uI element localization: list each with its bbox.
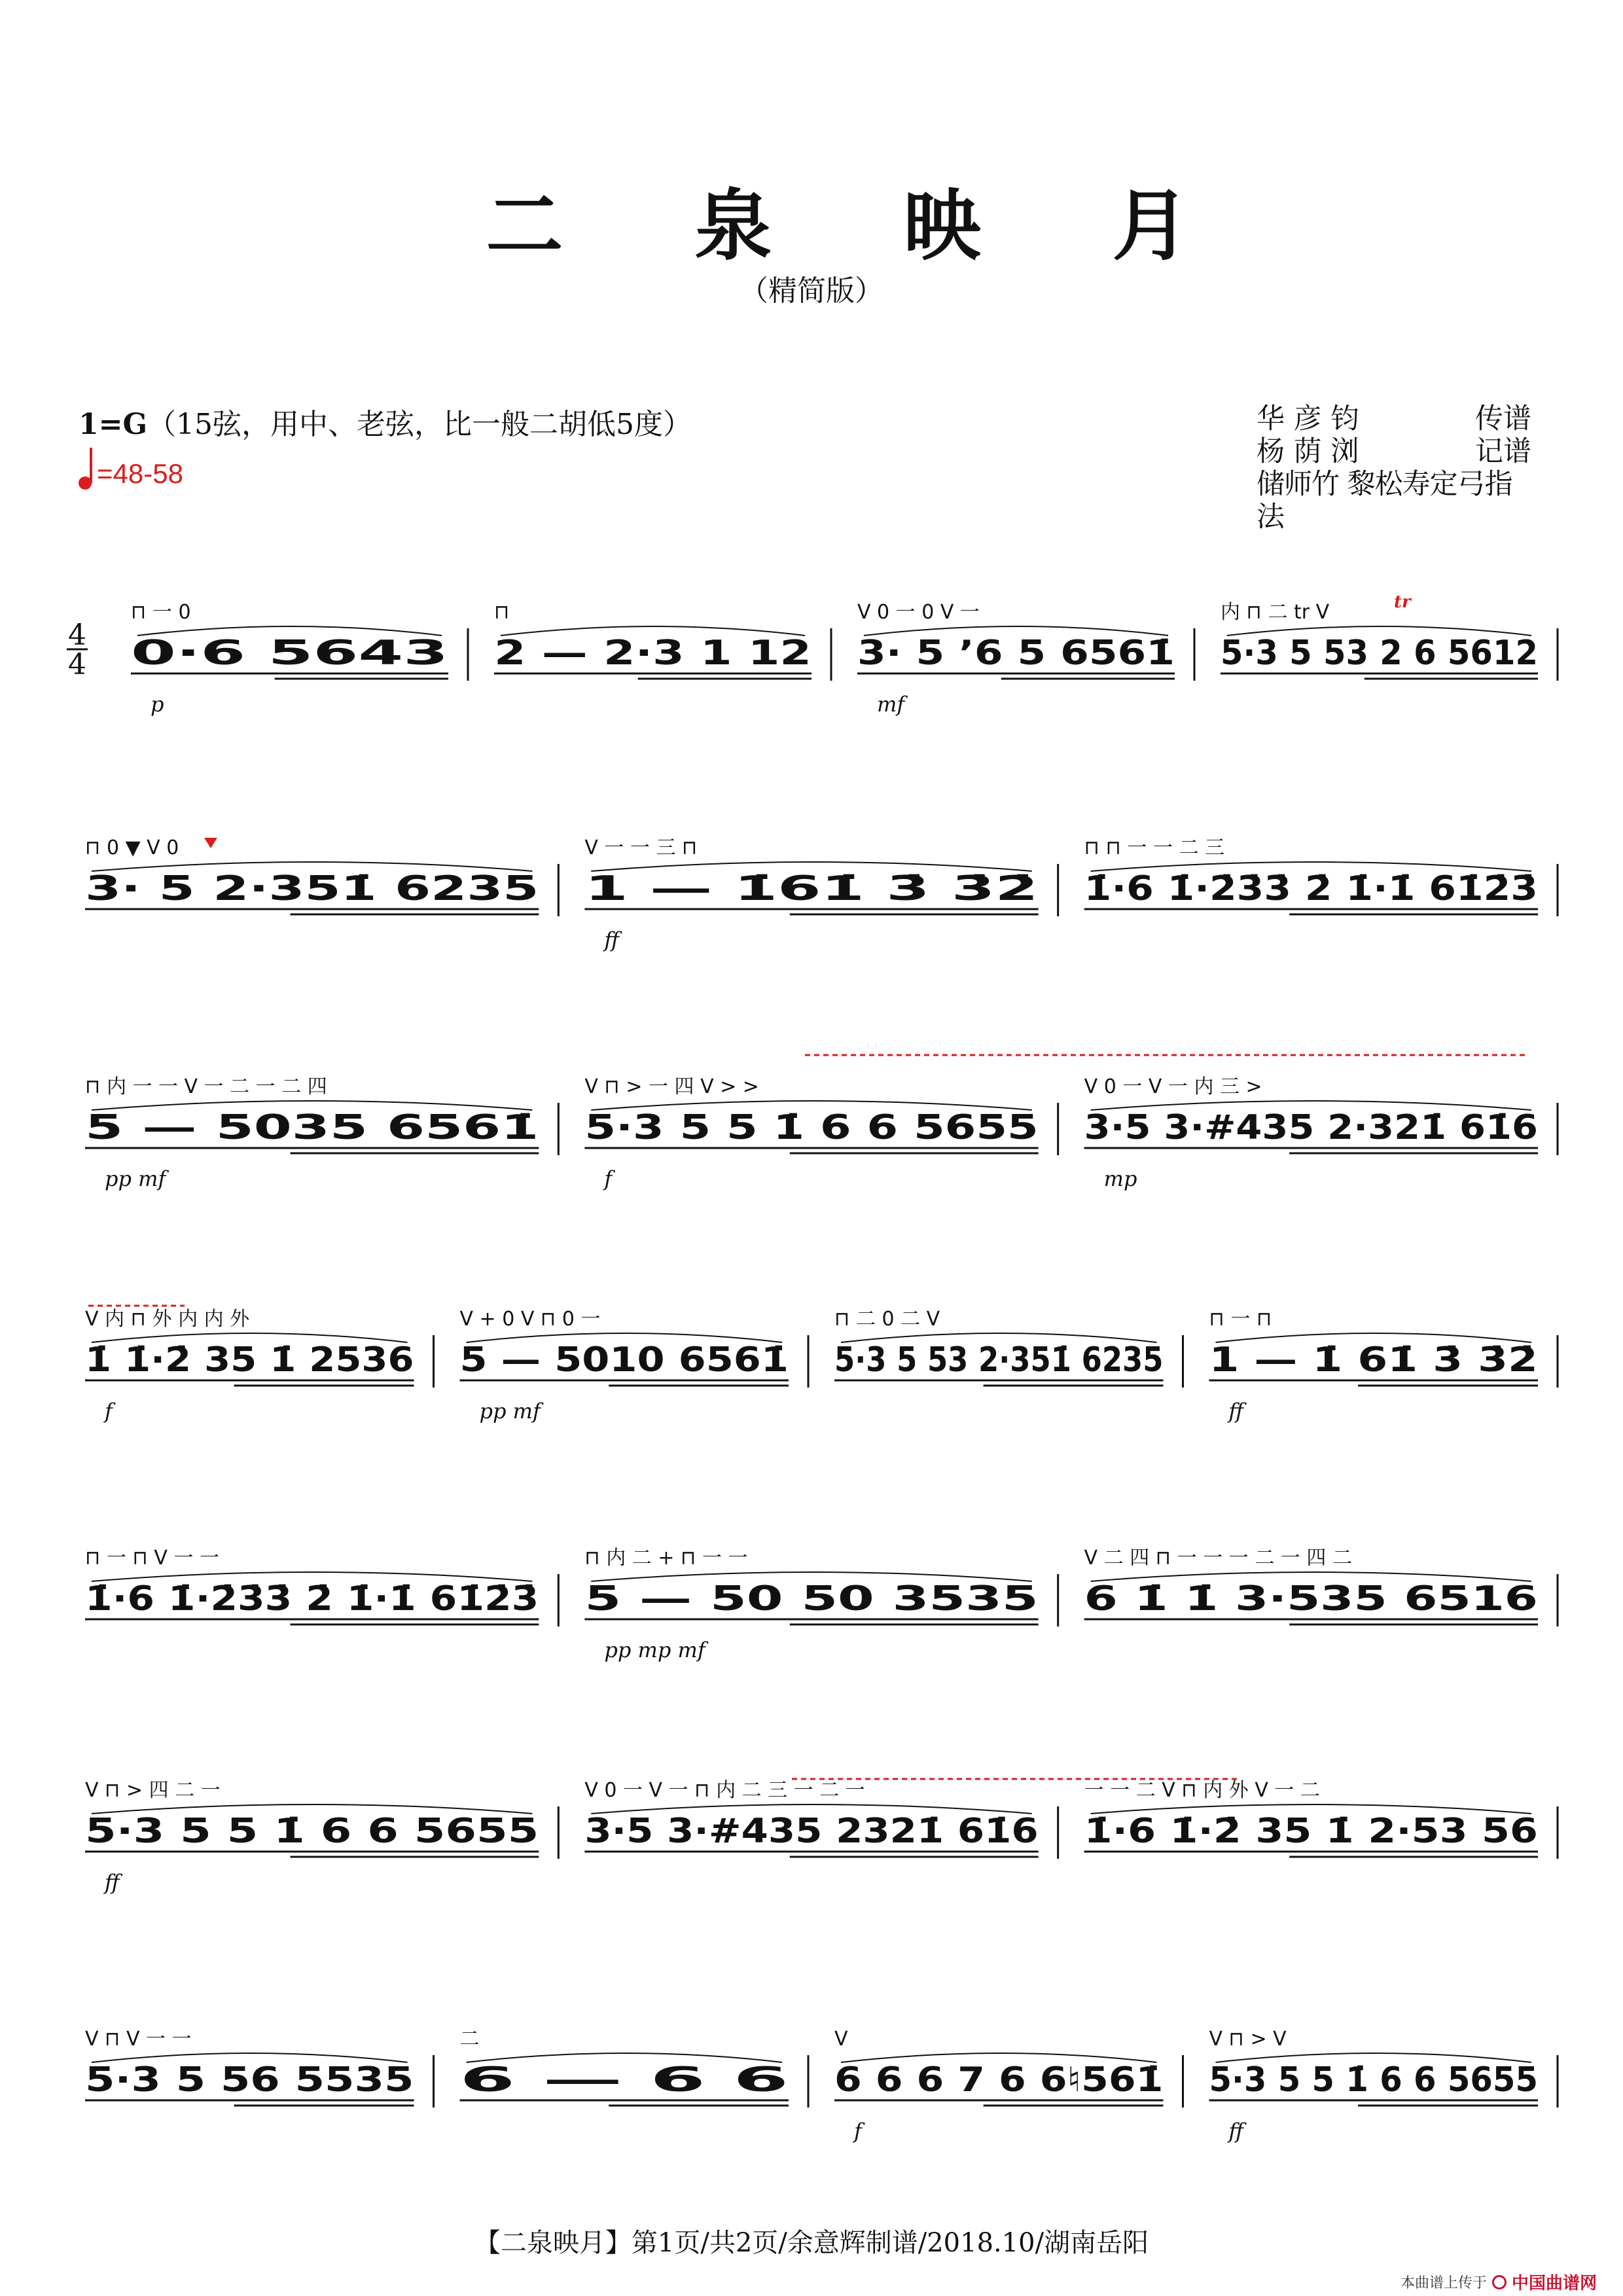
measure-notes: 5·3 5 5 1̇ 6 6 5655 [85, 1812, 539, 1851]
measure-notes: 1̇·6 1̇·2̇3̇3̇ 2̇ 1̇·1̇ 61̇2̇3̇ [85, 1579, 539, 1619]
measure-notes: 2 — 2·3 1 12 [494, 634, 812, 673]
bowing-marks: V ⊓ > V [1209, 2028, 1287, 2051]
page-subtitle: （精简版） [740, 274, 883, 308]
page-title: 二 泉 映 月 [486, 180, 1242, 271]
dynamic-marking: pp mf [479, 1399, 541, 1424]
dynamic-marking: ff [1228, 2119, 1244, 2144]
trill-mark: tr [1394, 592, 1411, 612]
measure-notes: 3·5 3·#435 2·321̇ 61̇6 [1084, 1108, 1538, 1147]
dynamic-marking: ff [105, 1870, 120, 1895]
measure-notes: 5·3 5 53 2·351̇ 6235 [834, 1340, 1164, 1380]
measure-notes: 5·3 5 5 1̇ 6 6 5655 [584, 1108, 1039, 1147]
watermark-site: 中国曲谱网 [1511, 2273, 1597, 2293]
bowing-marks: ⊓ 内 一 一 V 一 二 一 二 四 [85, 1075, 327, 1098]
bowing-marks: ⊓ 一 0 [131, 601, 191, 624]
bowing-marks: ⊓ 一 ⊓ [1209, 1308, 1272, 1331]
dynamic-marking: mp [1103, 1166, 1137, 1191]
watermark-prefix: 本曲谱上传于 [1400, 2274, 1487, 2291]
upload-watermark [1400, 2270, 1597, 2294]
bowing-marks: ⊓ 内 二 + ⊓ 一 一 [584, 1547, 748, 1570]
dynamic-marking: p [151, 692, 164, 717]
measure-notes: 6 6 6 7 6 6♮561̇ [834, 2060, 1164, 2100]
dynamic-marking: f [105, 1399, 113, 1424]
bowing-marks: V + 0 V ⊓ 0 一 [459, 1308, 601, 1331]
measure-notes: 3· 5 ’6 5 6561̇ [857, 634, 1175, 673]
bowing-marks: V 二 四 ⊓ 一 一 一 二 一 四 二 [1084, 1547, 1352, 1570]
bowing-marks: V ⊓ > 一 四 V > > [584, 1075, 759, 1098]
dynamic-marking: pp mf [105, 1166, 166, 1191]
bowing-marks: V 0 一 0 V 一 [857, 601, 980, 624]
key-description: （15弦，用中、老弦，比一般二胡低5度） [147, 408, 692, 441]
measure-notes: 1̇·6 1̇·2̇ 35 1̇ 2·53 56 [1084, 1812, 1538, 1851]
measure-notes: 1 — 1̇61̇ 3̇ 3̇2̇ [584, 869, 1039, 908]
bowing-marks: ⊓ 一 ⊓ V 一 一 [85, 1547, 220, 1570]
bowing-marks: ⊓ 二 0 二 V [834, 1308, 940, 1331]
dynamic-marking: ff [604, 927, 620, 952]
bowing-marks: ⊓ ⊓ 一 一 二 三 [1084, 836, 1225, 859]
measure-notes: 3·5 3·#435 2321̇ 61̇6 [584, 1812, 1039, 1851]
bowing-marks: ⊓ [494, 601, 510, 624]
measure-notes: 1 — 1̇ 61̇ 3̇ 3̇2̇ [1209, 1340, 1538, 1380]
measure-notes: 5 — 5035 6561̇ [85, 1108, 539, 1147]
credit-role: 传谱 [1475, 403, 1531, 435]
credit-name: 储师竹 黎松寿定弓指法 [1257, 468, 1512, 533]
measure-notes: 5·3 5 53 2 6 5612 [1221, 634, 1538, 673]
credit-name: 杨 荫 浏 [1257, 435, 1359, 468]
bowing-marks: V 0 一 V 一 ⊓ 内 二 三 一 二 一 [584, 1779, 865, 1802]
measure-notes: 5·3 5 56 5535 [85, 2060, 414, 2100]
bowing-marks: 一 一 二 V ⊓ 内 外 V 一 二 [1084, 1779, 1320, 1802]
bowing-marks: 二 [459, 2028, 480, 2051]
tempo-text: =48-58 [97, 458, 183, 489]
key-signature: 1=G [79, 408, 148, 441]
measure-notes: 1̇ 1̇·2̇ 35 1̇ 2536 [85, 1340, 414, 1380]
bowing-marks: V 内 ⊓ 外 内 内 外 [85, 1308, 250, 1331]
measure-notes: 0·6 5643 [131, 634, 448, 673]
page-footer: 【二泉映月】第1页/共2页/余意辉制谱/2018.10/湖南岳阳 [474, 2228, 1149, 2258]
dynamic-marking: f [604, 1166, 613, 1191]
dynamic-marking: f [854, 2119, 862, 2144]
dynamic-marking: ff [1228, 1399, 1244, 1424]
dynamic-marking: mf [877, 692, 905, 717]
dynamic-marking: pp mp mf [604, 1638, 705, 1662]
bowing-marks: V ⊓ V 一 一 [85, 2028, 192, 2051]
measure-notes: 6 1̇ 1̇ 3·535 6516 [1084, 1579, 1538, 1619]
measure-notes: 1̇·6 1̇·2̇3̇3̇ 2̇ 1̇·1̇ 61̇2̇3̇ [1084, 869, 1538, 908]
time-signature-top: 4 [68, 619, 86, 652]
site-logo-icon [1492, 2275, 1507, 2289]
bowing-marks: 内 ⊓ 二 tr V [1221, 601, 1330, 624]
credit-role: 记谱 [1475, 435, 1531, 468]
bowing-marks: V ⊓ > 四 二 一 [85, 1779, 221, 1802]
bowing-marks: V [834, 2028, 848, 2051]
red-triangle-mark-icon [204, 838, 217, 848]
measure-notes: 5·3 5 5 1̇ 6 6 5655 [1209, 2060, 1538, 2100]
measure-notes: 5 — 5010 6561̇ [459, 1340, 789, 1380]
measure-notes: 5 — 50 50 3535 [584, 1579, 1039, 1619]
time-signature-bottom: 4 [68, 648, 86, 681]
credit-name: 华 彦 钧 [1257, 403, 1359, 435]
measure-notes: 6 — 6 6 [459, 2060, 789, 2100]
bowing-marks: V 一 一 三 ⊓ [584, 836, 698, 859]
measure-notes: 3· 5 2·351̇ 6235 [85, 869, 539, 908]
bowing-marks: ⊓ 0 ▼ V 0 [85, 836, 179, 859]
bowing-marks: V 0 一 V 一 内 三 > [1084, 1075, 1262, 1098]
